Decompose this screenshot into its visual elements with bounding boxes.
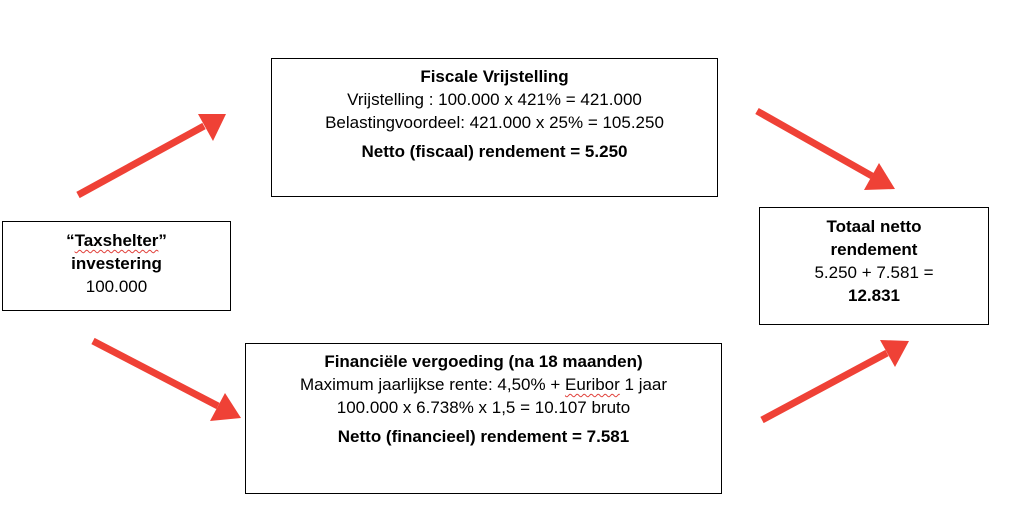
rate-suffix: 1 jaar: [619, 375, 668, 394]
arrow-fiscal-to-total: [757, 111, 895, 190]
fiscal-exemption-line: Vrijstelling : 100.000 x 421% = 421.000: [347, 90, 642, 109]
fiscal-title: Fiscale Vrijstelling: [420, 67, 569, 86]
fiscal-tax-benefit-line: Belastingvoordeel: 421.000 x 25% = 105.250: [325, 113, 664, 132]
quote-close: ”: [158, 231, 167, 250]
arrow-invest-to-financial: [93, 341, 241, 421]
financial-compensation-box: [245, 343, 722, 494]
fiscal-net-return: Netto (fiscaal) rendement = 5.250: [361, 142, 628, 161]
total-formula: 5.250 + 7.581 =: [814, 263, 934, 282]
financial-calc-line: 100.000 x 6.738% x 1,5 = 10.107 bruto: [336, 398, 631, 417]
arrow-invest-to-fiscal: [78, 114, 226, 195]
financial-title: Financiële vergoeding (na 18 maanden): [324, 352, 643, 371]
investment-title: [3, 229, 230, 252]
investment-amount: 100.000: [85, 277, 148, 296]
financial-rate-line: [246, 373, 721, 396]
fiscal-exemption-box: [271, 58, 718, 197]
taxshelter-investment-box: [2, 221, 231, 311]
total-result: 12.831: [848, 286, 900, 305]
total-net-return-box: [759, 207, 989, 325]
total-title-line1: Totaal netto: [826, 217, 922, 236]
financial-net-return: Netto (financieel) rendement = 7.581: [337, 427, 630, 446]
investment-name: Taxshelter: [74, 231, 159, 250]
quote-open: “: [66, 231, 75, 250]
rate-prefix: Maximum jaarlijkse rente: 4,50% +: [299, 375, 565, 394]
arrow-financial-to-total: [762, 340, 909, 420]
euribor-word: Euribor: [564, 375, 620, 394]
investment-label: investering: [71, 254, 162, 273]
total-title-line2: rendement: [830, 240, 918, 259]
